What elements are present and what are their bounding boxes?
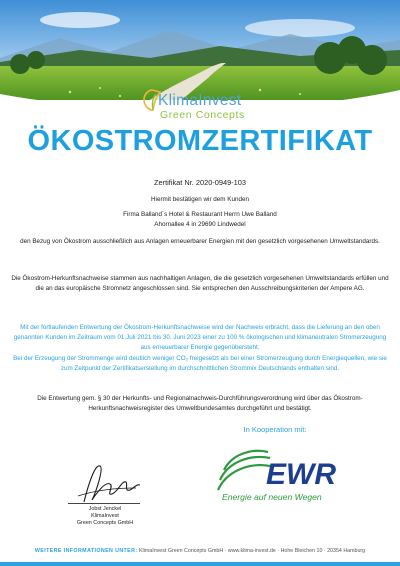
certificate-title: ÖKOSTROMZERTIFIKAT [27, 125, 373, 157]
signer-company-1: KlimaInvest [91, 513, 119, 520]
footer-bar [0, 562, 400, 566]
signature-line [68, 503, 140, 504]
signer-block [60, 506, 150, 528]
paragraph-supply: den Bezug von Ökostrom ausschließlich aus Anlagen erneuerbarer Energien mit den gesetzlich vorgesehenen Umweltstandards. [20, 238, 380, 245]
ewr-tagline: Energie auf neuen Wegen [222, 492, 322, 502]
cooperation-label: In Kooperation mit: [243, 425, 307, 434]
issued-to-intro: Hiermit bestätigen wir dem Kunden [151, 196, 249, 203]
handwritten-signature [70, 458, 150, 508]
ewr-wordmark: EWR [266, 458, 336, 491]
paragraph-origin: Die Ökostrom-Herkunftsnachweise stammen aus nachhaltigen Anlagen, die die gesetzlich vorgesehenen Umweltstandards erfüllen und die an das europäische Stromnetz angeschlossen sind. Sie entsprechen den Ausschreibungskriterien der Ampere AG. [11, 275, 389, 292]
paragraph-co2: Bei der Erzeugung der Strommenge wird deutlich weniger CO₂ freigesetzt als bei einer Stromerzeugung durch Energiequellen, wie sie zum Zeitpunkt der Zertifikatserstellung im durchschnittlichen Strommix Deutschlands enthalten sind. [13, 355, 387, 372]
klimainvest-logo [0, 88, 400, 124]
customer-name: Firma Balland´s Hotel & Restaurant Herrn Uwe Balland [123, 211, 277, 218]
logo-name: KlimaInvest [158, 92, 242, 109]
signer-name: Jobst Jenckel [88, 506, 122, 512]
logo-subtitle: Green Concepts [160, 109, 245, 121]
footer-info: KlimaInvest Green Concepts GmbH · www.klima-invest.de · Hohe Bleichen 10 · 20354 Hamburg [139, 548, 366, 554]
paragraph-cancellation: Mit der fortlaufenden Entwertung der Ökostrom-Herkunftsnachweise wird der Nachweis erbracht, dass die Lieferung an den oben genannten Kunden im Zeitraum vom 01.Juli 2021 bis 30. Juni 2023 einer zu 100 % ökologischen und klimaneutralen Stromerzeugung aus erneuerbarer Energie gegenübersteht. [13, 324, 387, 351]
footer-label: WEITERE INFORMATIONEN UNTER: [34, 548, 138, 554]
customer-address: Ahornallee 4 in 29690 Lindwedel [154, 221, 246, 228]
footer [0, 548, 400, 554]
certificate-number: Zertifikat Nr. 2020-0949-103 [153, 178, 247, 187]
signer-company-2: Green Concepts GmbH [76, 520, 134, 527]
customer-block [10, 210, 390, 230]
ewr-logo [210, 440, 340, 508]
paragraph-register: Die Entwertung gem. § 30 der Herkunfts- und Regionalnachweis-Durchführungsverordnung wird über das Ökostrom-Herkunftsnachweisregister des Umweltbundesamtes durchgeführt und bestätigt. [37, 395, 363, 412]
